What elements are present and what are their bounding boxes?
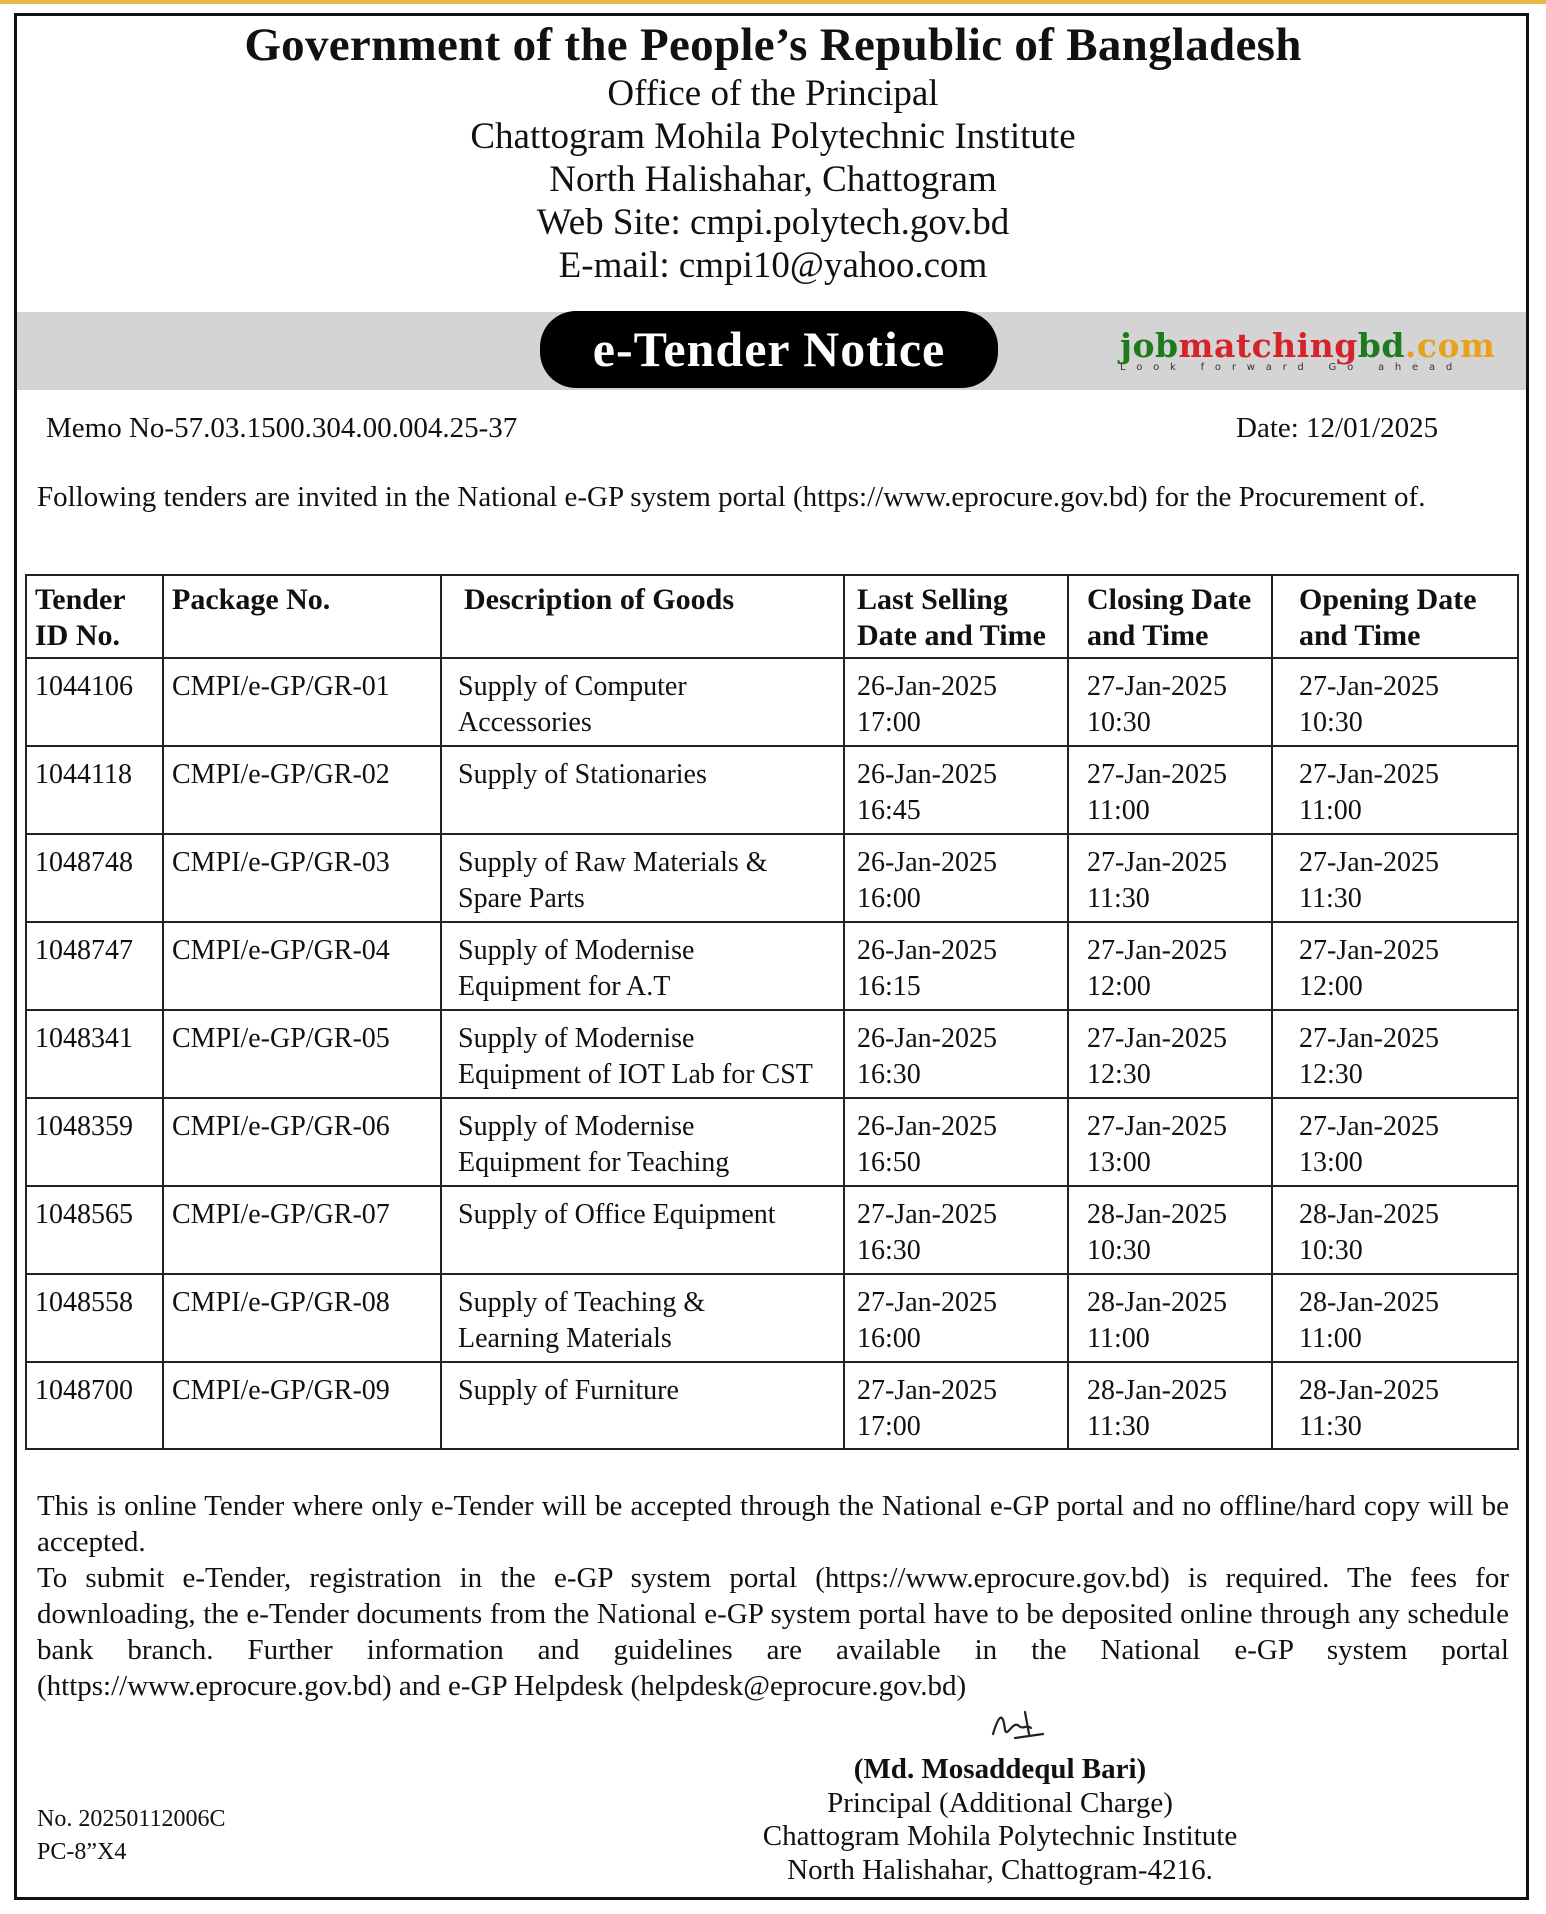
opening: 28-Jan-2025 11:00 [1272, 1274, 1518, 1362]
package-no: CMPI/e-GP/GR-03 [163, 834, 441, 922]
header-closing: Closing Date and Time [1068, 575, 1272, 658]
table-header-row [26, 575, 1518, 658]
opening: 28-Jan-2025 10:30 [1272, 1186, 1518, 1274]
package-no: CMPI/e-GP/GR-09 [163, 1362, 441, 1449]
top-accent-line [0, 0, 1546, 4]
location-line: North Halishahar, Chattogram [549, 159, 997, 200]
goods-description: Supply of Modernise Equipment for A.T [441, 922, 844, 1010]
opening: 27-Jan-2025 12:00 [1272, 922, 1518, 1010]
notice-date: Date: 12/01/2025 [1236, 412, 1439, 444]
last-selling: 26-Jan-2025 16:45 [844, 746, 1068, 834]
table-row [26, 658, 1518, 746]
closing: 28-Jan-2025 10:30 [1068, 1186, 1272, 1274]
closing: 27-Jan-2025 11:30 [1068, 834, 1272, 922]
email-line: E-mail: cmpi10@yahoo.com [558, 245, 988, 286]
goods-description: Supply of Office Equipment [441, 1186, 844, 1274]
table-row [26, 1362, 1518, 1449]
footer-text [37, 1488, 1509, 1704]
last-selling: 26-Jan-2025 16:15 [844, 922, 1068, 1010]
header-tender-id: Tender ID No. [26, 575, 163, 658]
opening: 27-Jan-2025 12:30 [1272, 1010, 1518, 1098]
package-no: CMPI/e-GP/GR-05 [163, 1010, 441, 1098]
closing: 27-Jan-2025 11:00 [1068, 746, 1272, 834]
last-selling: 27-Jan-2025 17:00 [844, 1362, 1068, 1449]
tender-table [25, 574, 1519, 1450]
last-selling: 26-Jan-2025 17:00 [844, 658, 1068, 746]
package-no: CMPI/e-GP/GR-08 [163, 1274, 441, 1362]
signatory-institute: Chattogram Mohila Polytechnic Institute [762, 1820, 1238, 1852]
tender-id: 1048558 [26, 1274, 163, 1362]
e-tender-notice-title: e-Tender Notice [540, 311, 998, 388]
table-row [26, 922, 1518, 1010]
footer-paragraph-1: This is online Tender where only e-Tender will be accepted through the National e-GP portal and no offline/hard copy will be accepted. [37, 1490, 1509, 1558]
jobmatchingbd-logo: jobmatchingbd.com Look forward Go ahead [1120, 328, 1505, 373]
last-selling: 26-Jan-2025 16:30 [844, 1010, 1068, 1098]
table-row [26, 1010, 1518, 1098]
closing: 27-Jan-2025 13:00 [1068, 1098, 1272, 1186]
tender-id: 1048565 [26, 1186, 163, 1274]
reference-block [37, 1803, 225, 1869]
signatory-block [700, 1753, 1300, 1887]
package-no: CMPI/e-GP/GR-06 [163, 1098, 441, 1186]
closing: 28-Jan-2025 11:30 [1068, 1362, 1272, 1449]
tender-id: 1048747 [26, 922, 163, 1010]
header-description: Description of Goods [441, 575, 844, 658]
reference-size: PC-8”X4 [37, 1839, 127, 1865]
opening: 27-Jan-2025 13:00 [1272, 1098, 1518, 1186]
header-opening: Opening Date and Time [1272, 575, 1518, 658]
tender-id: 1048359 [26, 1098, 163, 1186]
opening: 27-Jan-2025 11:30 [1272, 834, 1518, 922]
goods-description: Supply of Modernise Equipment of IOT Lab for CST [441, 1010, 844, 1098]
opening: 27-Jan-2025 10:30 [1272, 658, 1518, 746]
tender-id: 1044118 [26, 746, 163, 834]
last-selling: 27-Jan-2025 16:30 [844, 1186, 1068, 1274]
tender-id: 1048341 [26, 1010, 163, 1098]
reference-number: No. 20250112006C [37, 1806, 226, 1832]
opening: 27-Jan-2025 11:00 [1272, 746, 1518, 834]
logo-tagline: Look forward Go ahead [1120, 362, 1464, 373]
footer-paragraph-2: To submit e-Tender, registration in the e-GP system portal (https://www.eprocure.gov.bd) is required. The fees for downloading, the e-Tender documents from the National e-GP system portal have to be deposited online through any schedule bank branch. Further information and guidelines are available in the National e-GP system portal (https://www.eprocure.gov.bd) and e-GP Helpdesk (helpdesk@eprocure.gov.bd) [37, 1562, 1509, 1702]
goods-description: Supply of Computer Accessories [441, 658, 844, 746]
package-no: CMPI/e-GP/GR-01 [163, 658, 441, 746]
package-no: CMPI/e-GP/GR-04 [163, 922, 441, 1010]
tender-id: 1048748 [26, 834, 163, 922]
closing: 27-Jan-2025 12:30 [1068, 1010, 1272, 1098]
package-no: CMPI/e-GP/GR-07 [163, 1186, 441, 1274]
goods-description: Supply of Raw Materials & Spare Parts [441, 834, 844, 922]
closing: 27-Jan-2025 12:00 [1068, 922, 1272, 1010]
signatory-title: Principal (Additional Charge) [827, 1786, 1173, 1819]
last-selling: 27-Jan-2025 16:00 [844, 1274, 1068, 1362]
intro-paragraph: Following tenders are invited in the National e-GP system portal (https://www.eprocure.gov.bd) for the Procurement of. [37, 481, 1426, 513]
tender-id: 1048700 [26, 1362, 163, 1449]
table-row [26, 834, 1518, 922]
package-no: CMPI/e-GP/GR-02 [163, 746, 441, 834]
goods-description: Supply of Modernise Equipment for Teaching [441, 1098, 844, 1186]
tender-id: 1044106 [26, 658, 163, 746]
closing: 28-Jan-2025 11:00 [1068, 1274, 1272, 1362]
header-package: Package No. [163, 575, 441, 658]
goods-description: Supply of Furniture [441, 1362, 844, 1449]
closing: 27-Jan-2025 10:30 [1068, 658, 1272, 746]
opening: 28-Jan-2025 11:30 [1272, 1362, 1518, 1449]
goods-description: Supply of Stationaries [441, 746, 844, 834]
table-row [26, 1098, 1518, 1186]
header-last-selling: Last Selling Date and Time [844, 575, 1068, 658]
institute-line: Chattogram Mohila Polytechnic Institute [470, 116, 1076, 157]
government-title: Government of the People’s Republic of Bangladesh [244, 19, 1302, 71]
goods-description: Supply of Teaching & Learning Materials [441, 1274, 844, 1362]
table-row [26, 1274, 1518, 1362]
last-selling: 26-Jan-2025 16:00 [844, 834, 1068, 922]
table-row [26, 1186, 1518, 1274]
last-selling: 26-Jan-2025 16:50 [844, 1098, 1068, 1186]
office-line: Office of the Principal [607, 73, 939, 114]
signatory-name: (Md. Mosaddequl Bari) [853, 1753, 1147, 1785]
signature-mark [985, 1704, 1055, 1748]
website-line: Web Site: cmpi.polytech.gov.bd [536, 202, 1010, 243]
memo-number: Memo No-57.03.1500.304.00.004.25-37 [46, 412, 518, 444]
table-row [26, 746, 1518, 834]
signatory-address: North Halishahar, Chattogram-4216. [787, 1853, 1213, 1886]
